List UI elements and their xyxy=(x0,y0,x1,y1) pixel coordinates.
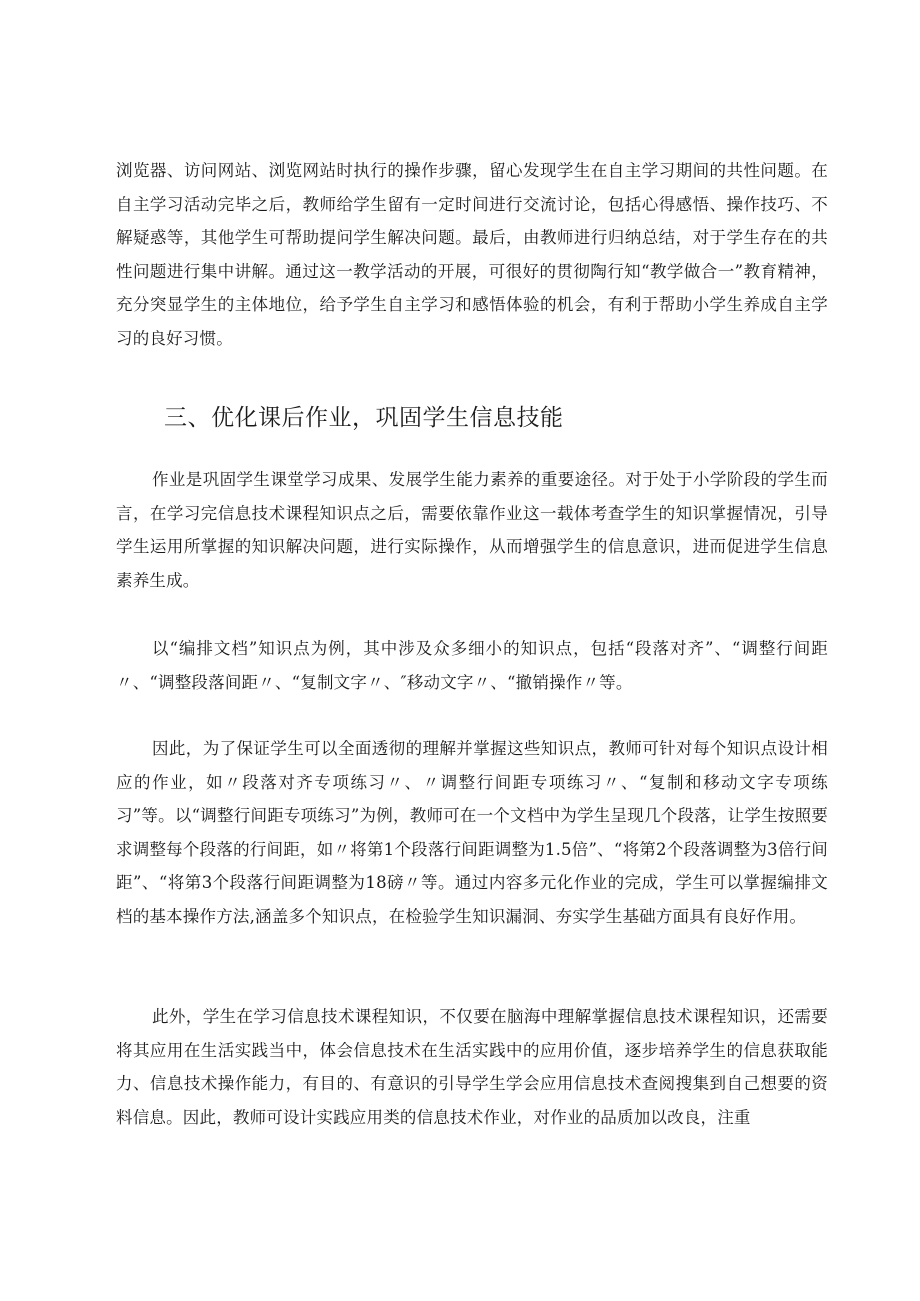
paragraph-5: 此外，学生在学习信息技术课程知识，不仅要在脑海中理解掌握信息技术课程知识，还需要将其应用在生活实践当中，体会信息技术在生活实践中的应用价值，逐步培养学生的信息获取能力、信息技术操作能力，有目的、有意识的引导学生学会应用信息技术查阅搜集到自己想要的资料信息。因此，教师可设计实践应用类的信息技术作业，对作业的品质加以改良，注重 xyxy=(116,1007,828,1127)
paragraph-2: 作业是巩固学生课堂学习成果、发展学生能力素养的重要途径。对于处于小学阶段的学生而言，在学习完信息技术课程知识点之后，需要依靠作业这一载体考查学生的知识掌握情况，引导学生运用所掌握的知识解决问题，进行实际操作，从而增强学生的信息意识，进而促进学生信息素养生成。 xyxy=(116,470,828,590)
paragraph-4: 因此，为了保证学生可以全面透彻的理解并掌握这些知识点，教师可针对每个知识点设计相应的作业，如〃段落对齐专项练习〃、〃调整行间距专项练习〃、“复制和移动文字专项练习”等。以“调整行间距专项练习”为例，教师可在一个文档中为学生呈现几个段落，让学生按照要求调整每个段落的行间距，如〃将第1个段落行间距调整为1.5倍”、“将第2个段落调整为3倍行间距”、“将第3个段落行间距调整为18磅〃等。通过内容多元化作业的完成，学生可以掌握编排文档的基本操作方法,涵盖多个知识点，在检验学生知识漏洞、夯实学生基础方面具有良好作用。 xyxy=(116,739,828,926)
paragraph-1: 浏览器、访问网站、浏览网站时执行的操作步骤，留心发现学生在自主学习期间的共性问题。在自主学习活动完毕之后，教师给学生留有一定时间进行交流讨论，包括心得感悟、操作技巧、不解疑惑等，其他学生可帮助提问学生解决问题。最后，由教师进行归纳总结，对于学生存在的共性问题进行集中讲解。通过这一教学活动的开展，可很好的贯彻陶行知“教学做合一”教育精神，充分突显学生的主体地位，给予学生自主学习和感悟体验的机会，有利于帮助小学生养成自主学习的良好习惯。 xyxy=(116,161,828,348)
paragraph-3: 以“编排文档”知识点为例，其中涉及众多细小的知识点，包括“段落对齐”、“调整行间距〃、“调整段落间距〃、“复制文字〃、″移动文字〃、“撤销操作〃等。 xyxy=(116,639,828,692)
section-heading: 三、优化课后作业，巩固学生信息技能 xyxy=(164,405,564,431)
